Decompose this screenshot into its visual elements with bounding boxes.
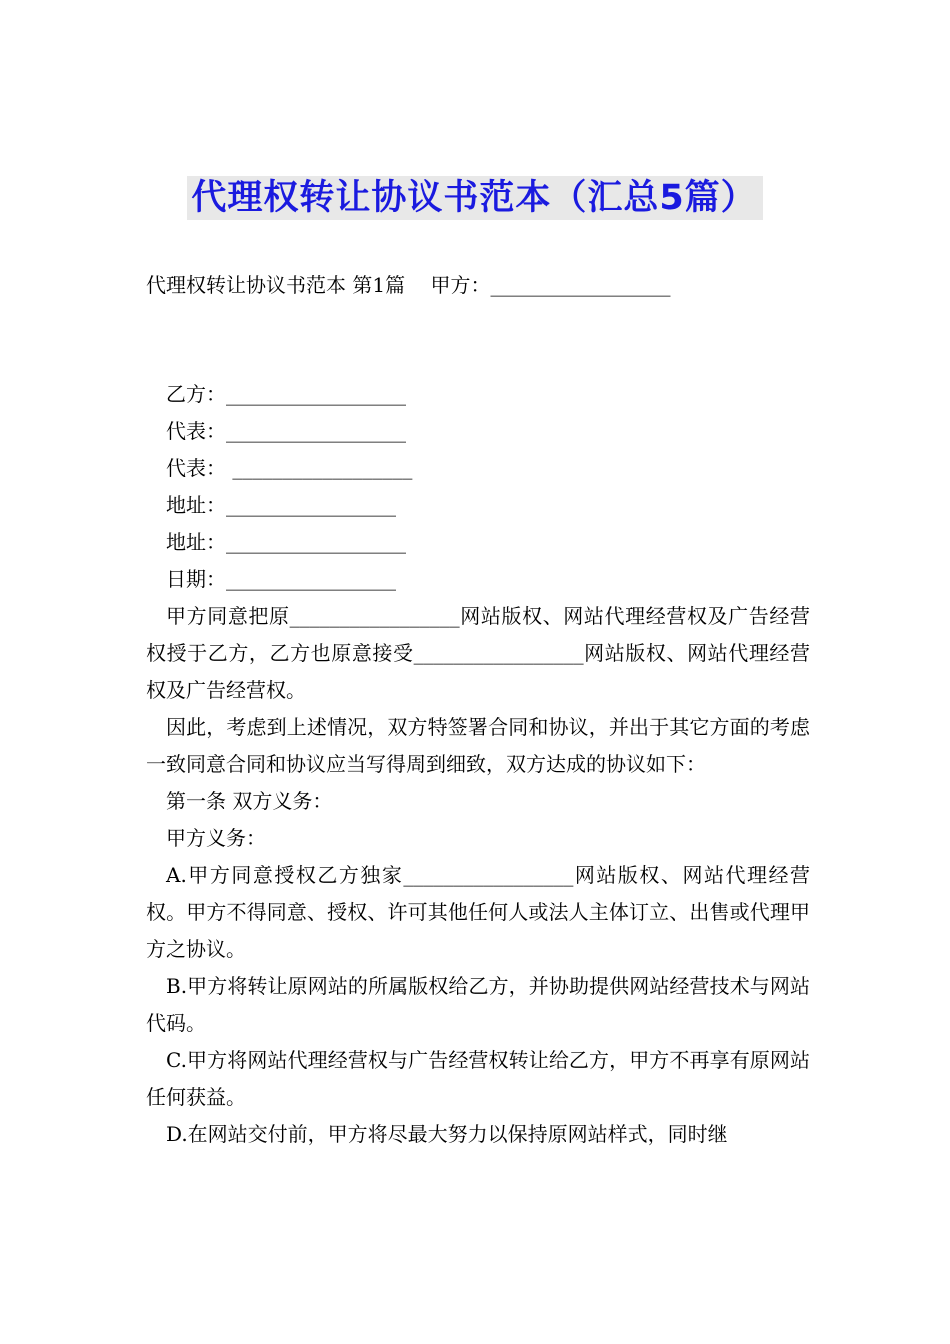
field-address-1: 地址：_________________	[166, 493, 396, 517]
field-representative-2: 代表： __________________	[166, 456, 413, 480]
clause-c: C.甲方将网站代理经营权与广告经营权转让给乙方，甲方不再享有原网站任何获益。	[146, 1048, 810, 1109]
title-container	[0, 176, 950, 220]
article-1-heading: 第一条 双方义务：	[166, 789, 333, 813]
clause-d: D.在网站交付前，甲方将尽最大努力以保持原网站样式，同时继	[166, 1122, 728, 1146]
party-a-duties-heading: 甲方义务：	[166, 826, 266, 850]
field-representative-1: 代表：__________________	[166, 419, 406, 443]
document-body	[146, 376, 810, 1153]
field-party-b: 乙方：__________________	[166, 382, 406, 406]
clause-a: A.甲方同意授权乙方独家_________________网站版权、网站代理经营权。甲方不得同意、授权、许可其他任何人或法人主体订立、出售或代理甲方之协议。	[146, 863, 810, 961]
document-subtitle: 代理权转让协议书范本 第1篇 甲方：__________________	[146, 273, 671, 297]
clause-b: B.甲方将转让原网站的所属版权给乙方，并协助提供网站经营技术与网站代码。	[146, 974, 810, 1035]
document-title: 代理权转让协议书范本（汇总5篇）	[187, 176, 762, 220]
field-date: 日期：_________________	[166, 567, 396, 591]
paragraph-considerations: 因此，考虑到上述情况，双方特签署合同和协议，并出于其它方面的考虑一致同意合同和协议应当写得周到细致，双方达成的协议如下：	[146, 715, 810, 776]
field-address-2: 地址：__________________	[166, 530, 406, 554]
paragraph-grant: 甲方同意把原_________________网站版权、网站代理经营权及广告经营权授于乙方，乙方也原意接受_________________网站版权、网站代理经营权及广告经营权。	[146, 604, 810, 702]
